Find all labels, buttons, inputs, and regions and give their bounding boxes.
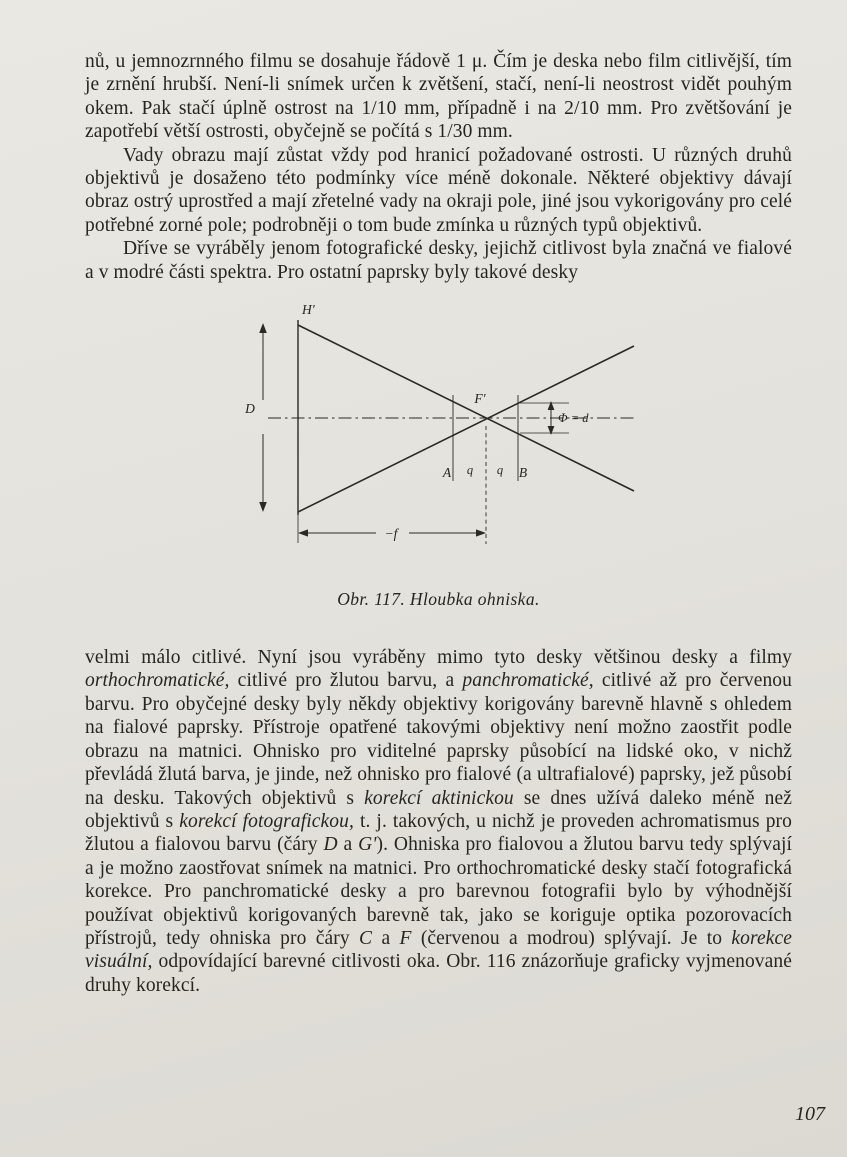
ray-lower [298, 346, 634, 512]
label-aperture-D: D [245, 401, 255, 417]
label-minus-f: −f [384, 526, 398, 542]
label-q-right: q [496, 463, 504, 478]
arrowhead-D-bottom [259, 502, 267, 512]
diagram-container [228, 300, 792, 567]
label-point-B: B [518, 465, 528, 481]
paragraph-image-defects: Vady obrazu mají zůstat vždy pod hranicí požadované ostrosti. U různých druhů objektivů je dosaženo této podmínky více méně dokonale. Některé objektivy dávají obraz ostrý uprostřed a mají zřetelné vady na okraji pole, jiné jsou vykorigovány pro celé potřebné zorné pole; podrobněji o tom bude zmínka u různých typů objektivů. [85, 144, 792, 236]
depth-of-focus-diagram [228, 300, 648, 562]
label-blur-diameter: Φ = d [558, 411, 589, 426]
label-q-left: q [466, 463, 474, 478]
label-h-prime: H' [302, 302, 315, 318]
arrowhead-blur-bottom [548, 426, 555, 435]
paragraph-plates-intro: Dříve se vyráběly jenom fotografické desky, jejichž citlivost byla značná ve fialové a v modré části spektra. Pro ostatní paprsky byly takové desky [85, 238, 792, 283]
label-point-A: A [442, 465, 452, 481]
arrowhead-blur-top [548, 401, 555, 410]
paragraph-grain: nů, u jemnozrnného filmu se dosahuje řádově 1 μ. Čím je deska nebo film citlivější, tím je zrnění hrubší. Není-li snímek určen k zvětšení, stačí, není-li neostrost vidět pouhým okem. Pak stačí úplně ostrost na 1/10 mm, případně i na 2/10 mm. Pro zvětšování je zapotřebí větší ostrosti, obyčejně se počítá s 1/30 mm. [85, 51, 792, 143]
arrowhead-f-right [476, 529, 486, 536]
arrowhead-f-left [298, 529, 308, 536]
figure-caption: Obr. 117. Hloubka ohniska. [337, 589, 540, 610]
label-focal-point-f-prime: F' [474, 391, 486, 407]
page-content [85, 50, 792, 997]
figure-obr-117 [85, 300, 792, 610]
paragraph-emulsions-correction: velmi málo citlivé. Nyní jsou vyráběny mimo tyto desky většinou desky a filmy orthochromatické, citlivé pro žlutou barvu, a panchromatické, citlivé až pro červenou barvu. Pro obyčejné desky byly někdy objektivy korigovány barevně hlavně s ohledem na fialové paprsky. Přístroje opatřené takovými objektivy není možno zaostřit podle obrazu na matnici. Ohnisko pro viditelné paprsky působící na lidské oko, v nichž převládá žlutá barva, je jinde, než ohnisko pro fialové (a ultrafialové) paprsky, jež působí na desku. Takových objektivů s korekcí aktinickou se dnes užívá daleko méně než objektivů s korekcí fotografickou, t. j. takových, u nichž je proveden achromatismus pro žlutou a fialovou barvu (čáry D a G'). Ohniska pro fialovou a žlutou barvu tedy splývají a je možno zaostřovat snímek na matnici. Pro orthochromatické desky stačí fotografická korekce. Pro panchromatické desky a pro barevnou fotografii bylo by výhodnější používat objektivů korigovaných barevně tak, jako se koriguje optika pozorovacích přístrojů, tedy ohniska pro čáry C a F (červenou a modrou) splývají. Je to korekce visuální, odpovídající barevné citlivosti oka. Obr. 116 znázorňuje graficky vyjmenované druhy korekcí. [85, 647, 793, 996]
page-number: 107 [795, 1103, 825, 1125]
arrowhead-D-top [259, 323, 267, 333]
